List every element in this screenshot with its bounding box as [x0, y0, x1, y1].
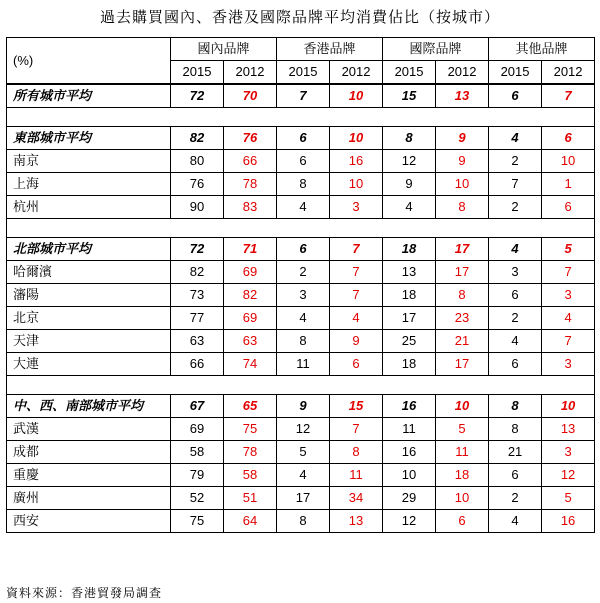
city-row: [7, 441, 595, 464]
value-cell: 9: [277, 395, 330, 418]
value-cell: 7: [330, 261, 383, 284]
value-cell: 18: [383, 353, 436, 376]
city-row: [7, 307, 595, 330]
city-row: [7, 284, 595, 307]
value-cell: 82: [171, 127, 224, 150]
source-note: 資料來源：香港貿發局調查: [6, 586, 163, 600]
value-cell: 9: [436, 150, 489, 173]
value-cell: 7: [542, 330, 595, 353]
value-cell: 3: [542, 441, 595, 464]
value-cell: 8: [277, 173, 330, 196]
value-cell: 52: [171, 487, 224, 510]
value-cell: 17: [436, 353, 489, 376]
year-header: 2012: [224, 61, 277, 85]
value-cell: 8: [383, 127, 436, 150]
city-name-cell: 杭州: [7, 196, 171, 219]
value-cell: 7: [330, 418, 383, 441]
value-cell: 67: [171, 395, 224, 418]
average-name-cell: 中、西、南部城市平均: [7, 395, 171, 418]
average-row: [7, 84, 595, 108]
value-cell: 17: [383, 307, 436, 330]
value-cell: 12: [383, 510, 436, 533]
value-cell: 6: [277, 238, 330, 261]
average-row: [7, 395, 595, 418]
value-cell: 13: [436, 84, 489, 108]
value-cell: 18: [383, 284, 436, 307]
value-cell: 8: [277, 510, 330, 533]
value-cell: 7: [277, 84, 330, 108]
value-cell: 3: [542, 284, 595, 307]
city-row: [7, 464, 595, 487]
city-name-cell: 北京: [7, 307, 171, 330]
section-spacer: [7, 108, 595, 127]
city-row: [7, 330, 595, 353]
value-cell: 6: [489, 84, 542, 108]
value-cell: 69: [171, 418, 224, 441]
value-cell: 4: [489, 510, 542, 533]
value-cell: 12: [277, 418, 330, 441]
value-cell: 6: [542, 127, 595, 150]
value-cell: 18: [383, 238, 436, 261]
city-row: [7, 150, 595, 173]
value-cell: 71: [224, 238, 277, 261]
value-cell: 16: [383, 441, 436, 464]
average-row: [7, 238, 595, 261]
value-cell: 77: [171, 307, 224, 330]
group-header-international: 國際品牌: [383, 38, 489, 61]
average-row: [7, 127, 595, 150]
average-name-cell: 東部城市平均: [7, 127, 171, 150]
value-cell: 6: [542, 196, 595, 219]
value-cell: 58: [224, 464, 277, 487]
city-name-cell: 南京: [7, 150, 171, 173]
value-cell: 63: [171, 330, 224, 353]
value-cell: 4: [330, 307, 383, 330]
value-cell: 75: [171, 510, 224, 533]
value-cell: 66: [171, 353, 224, 376]
group-header-other: 其他品牌: [489, 38, 595, 61]
data-table: [6, 37, 595, 533]
year-header: 2012: [330, 61, 383, 85]
value-cell: 6: [330, 353, 383, 376]
value-cell: 10: [383, 464, 436, 487]
year-header: 2015: [277, 61, 330, 85]
city-name-cell: 武漢: [7, 418, 171, 441]
value-cell: 8: [330, 441, 383, 464]
value-cell: 13: [542, 418, 595, 441]
city-name-cell: 上海: [7, 173, 171, 196]
value-cell: 10: [436, 173, 489, 196]
value-cell: 70: [224, 84, 277, 108]
value-cell: 2: [489, 307, 542, 330]
city-name-cell: 天津: [7, 330, 171, 353]
unit-label: (%): [7, 38, 171, 85]
value-cell: 11: [436, 441, 489, 464]
value-cell: 6: [489, 353, 542, 376]
city-name-cell: 重慶: [7, 464, 171, 487]
group-header-hongkong: 香港品牌: [277, 38, 383, 61]
chart-title: 過去購買國內、香港及國際品牌平均消費佔比（按城市）: [99, 9, 500, 26]
value-cell: 7: [330, 238, 383, 261]
average-name-cell: 北部城市平均: [7, 238, 171, 261]
value-cell: 23: [436, 307, 489, 330]
year-header: 2012: [436, 61, 489, 85]
value-cell: 8: [277, 330, 330, 353]
value-cell: 64: [224, 510, 277, 533]
year-header: 2015: [489, 61, 542, 85]
value-cell: 7: [542, 261, 595, 284]
value-cell: 80: [171, 150, 224, 173]
group-header-domestic: 國內品牌: [171, 38, 277, 61]
value-cell: 2: [489, 487, 542, 510]
value-cell: 6: [277, 150, 330, 173]
value-cell: 78: [224, 441, 277, 464]
value-cell: 79: [171, 464, 224, 487]
value-cell: 5: [542, 487, 595, 510]
value-cell: 6: [277, 127, 330, 150]
spacer-cell: [7, 108, 595, 127]
value-cell: 6: [489, 464, 542, 487]
value-cell: 18: [436, 464, 489, 487]
city-row: [7, 418, 595, 441]
section-spacer: [7, 219, 595, 238]
value-cell: 4: [489, 127, 542, 150]
value-cell: 21: [489, 441, 542, 464]
value-cell: 2: [489, 196, 542, 219]
value-cell: 10: [330, 173, 383, 196]
value-cell: 13: [330, 510, 383, 533]
value-cell: 4: [542, 307, 595, 330]
value-cell: 7: [330, 284, 383, 307]
year-header: 2015: [171, 61, 224, 85]
value-cell: 25: [383, 330, 436, 353]
value-cell: 5: [277, 441, 330, 464]
value-cell: 21: [436, 330, 489, 353]
value-cell: 1: [542, 173, 595, 196]
value-cell: 17: [436, 238, 489, 261]
value-cell: 4: [489, 238, 542, 261]
value-cell: 66: [224, 150, 277, 173]
city-row: [7, 510, 595, 533]
value-cell: 7: [489, 173, 542, 196]
value-cell: 10: [330, 84, 383, 108]
value-cell: 51: [224, 487, 277, 510]
value-cell: 8: [436, 284, 489, 307]
value-cell: 15: [383, 84, 436, 108]
value-cell: 15: [330, 395, 383, 418]
city-name-cell: 廣州: [7, 487, 171, 510]
value-cell: 90: [171, 196, 224, 219]
value-cell: 6: [436, 510, 489, 533]
value-cell: 72: [171, 84, 224, 108]
value-cell: 9: [383, 173, 436, 196]
value-cell: 65: [224, 395, 277, 418]
value-cell: 4: [383, 196, 436, 219]
value-cell: 10: [542, 395, 595, 418]
city-row: [7, 353, 595, 376]
value-cell: 16: [542, 510, 595, 533]
year-header: 2012: [542, 61, 595, 85]
value-cell: 75: [224, 418, 277, 441]
value-cell: 4: [277, 307, 330, 330]
value-cell: 58: [171, 441, 224, 464]
value-cell: 11: [383, 418, 436, 441]
value-cell: 73: [171, 284, 224, 307]
spacer-cell: [7, 219, 595, 238]
city-row: [7, 261, 595, 284]
value-cell: 69: [224, 307, 277, 330]
value-cell: 6: [489, 284, 542, 307]
value-cell: 8: [436, 196, 489, 219]
value-cell: 4: [277, 464, 330, 487]
value-cell: 3: [277, 284, 330, 307]
value-cell: 2: [489, 150, 542, 173]
value-cell: 4: [489, 330, 542, 353]
value-cell: 3: [330, 196, 383, 219]
value-cell: 78: [224, 173, 277, 196]
year-header: 2015: [383, 61, 436, 85]
spacer-cell: [7, 376, 595, 395]
value-cell: 13: [383, 261, 436, 284]
city-name-cell: 瀋陽: [7, 284, 171, 307]
value-cell: 8: [489, 418, 542, 441]
value-cell: 72: [171, 238, 224, 261]
value-cell: 29: [383, 487, 436, 510]
city-name-cell: 西安: [7, 510, 171, 533]
value-cell: 11: [330, 464, 383, 487]
value-cell: 10: [542, 150, 595, 173]
value-cell: 12: [542, 464, 595, 487]
value-cell: 2: [277, 261, 330, 284]
value-cell: 16: [383, 395, 436, 418]
value-cell: 82: [224, 284, 277, 307]
value-cell: 9: [436, 127, 489, 150]
city-row: [7, 173, 595, 196]
value-cell: 7: [542, 84, 595, 108]
city-name-cell: 哈爾濱: [7, 261, 171, 284]
city-name-cell: 大連: [7, 353, 171, 376]
value-cell: 16: [330, 150, 383, 173]
value-cell: 34: [330, 487, 383, 510]
average-name-cell: 所有城市平均: [7, 84, 171, 108]
value-cell: 10: [436, 395, 489, 418]
table-body: [7, 84, 595, 533]
city-row: [7, 487, 595, 510]
value-cell: 69: [224, 261, 277, 284]
value-cell: 3: [489, 261, 542, 284]
value-cell: 17: [436, 261, 489, 284]
value-cell: 8: [489, 395, 542, 418]
city-name-cell: 成都: [7, 441, 171, 464]
value-cell: 74: [224, 353, 277, 376]
value-cell: 4: [277, 196, 330, 219]
value-cell: 9: [330, 330, 383, 353]
value-cell: 5: [542, 238, 595, 261]
value-cell: 82: [171, 261, 224, 284]
value-cell: 76: [224, 127, 277, 150]
value-cell: 3: [542, 353, 595, 376]
value-cell: 83: [224, 196, 277, 219]
value-cell: 12: [383, 150, 436, 173]
value-cell: 76: [171, 173, 224, 196]
city-row: [7, 196, 595, 219]
value-cell: 10: [330, 127, 383, 150]
value-cell: 17: [277, 487, 330, 510]
header-row-groups: [7, 38, 595, 61]
section-spacer: [7, 376, 595, 395]
value-cell: 10: [436, 487, 489, 510]
value-cell: 5: [436, 418, 489, 441]
value-cell: 11: [277, 353, 330, 376]
value-cell: 63: [224, 330, 277, 353]
